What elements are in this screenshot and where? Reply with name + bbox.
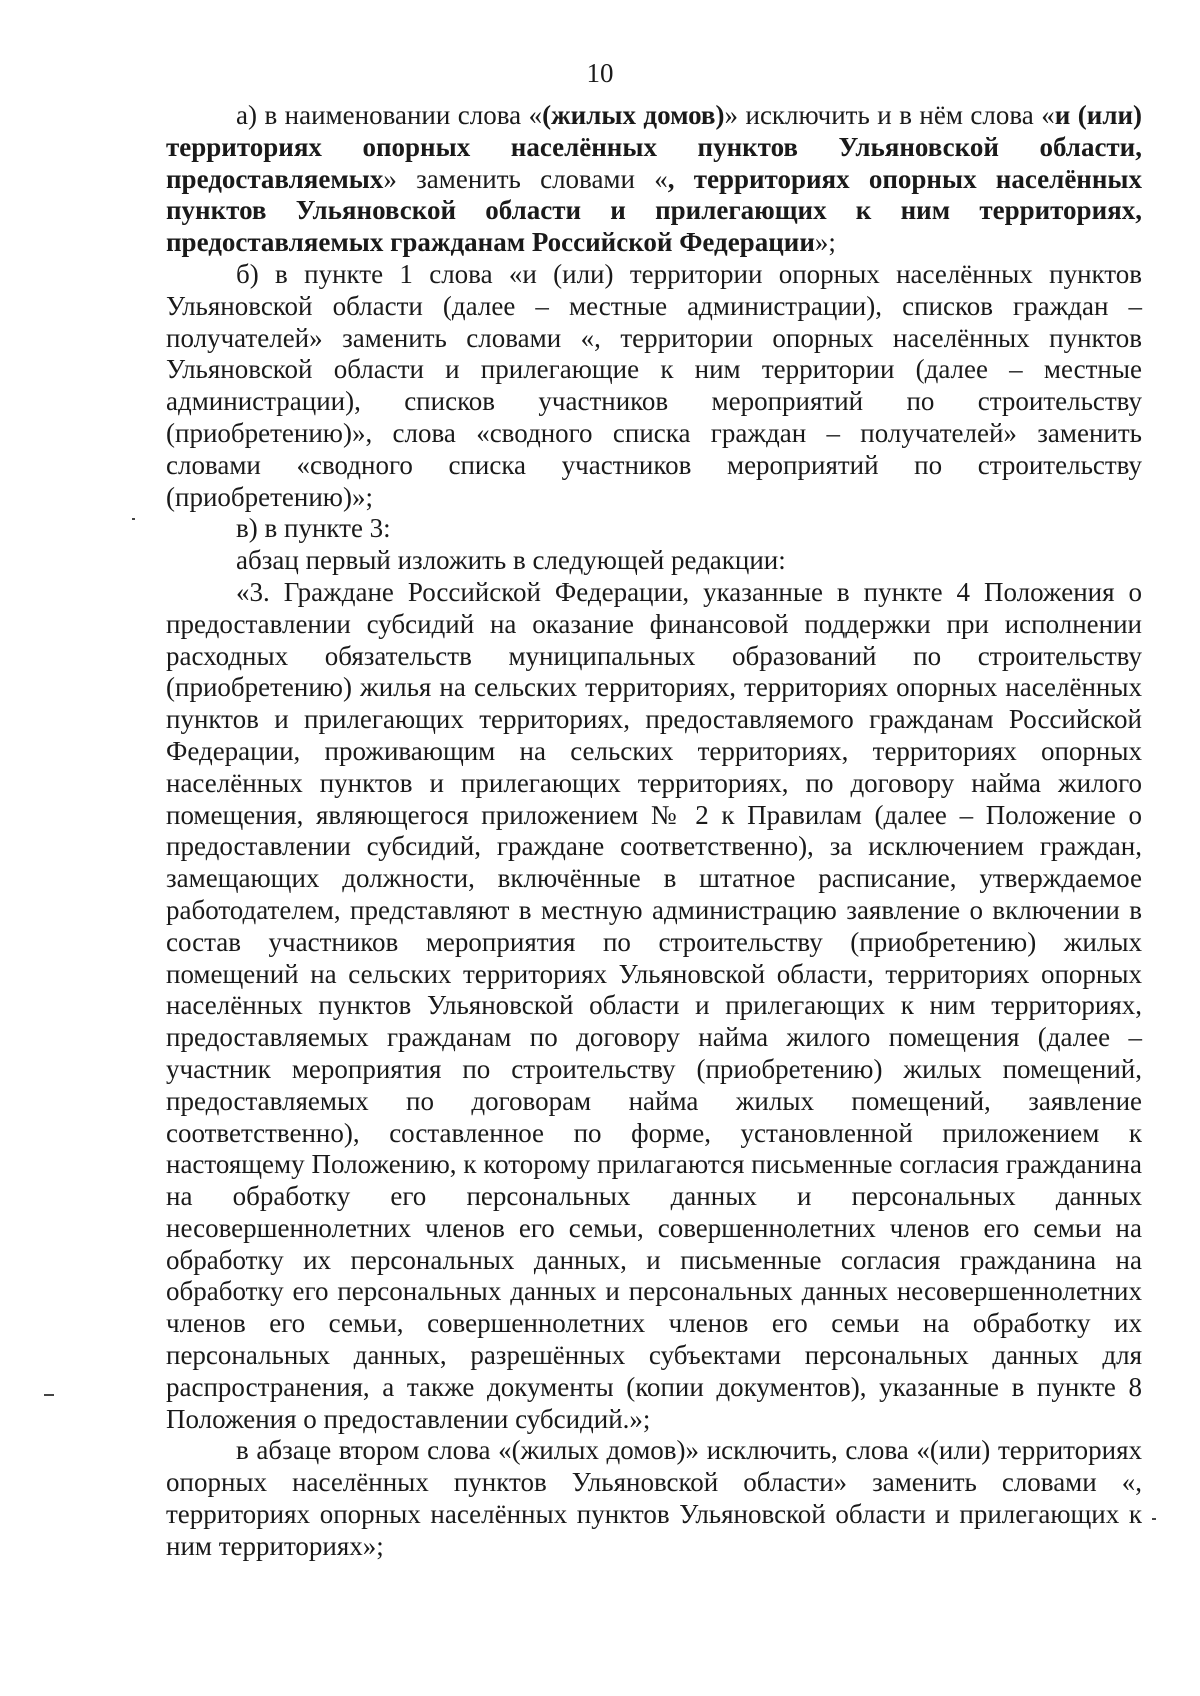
paragraph-v-quote: «3. Граждане Российской Федерации, указанные в пункте 4 Положения о предоставлении субсидий на оказание финансовой поддержки при исполнении расходных обязательств муниципальных образований по строительству (приобретению) жилья на сельских территориях, территориях опорных населённых пунктов и прилегающих территориях, предоставляемого гражданам Российской Федерации, проживающим на сельских территориях, территориях опорных населённых пунктов и прилегающих территориях, по договору найма жилого помещения, являющегося приложением № 2 к Правилам (далее – Положение о предоставлении субсидий, граждане соответственно), за исключением граждан, замещающих должности, включённые в штатное расписание, утверждаемое работодателем, представляют в местную администрацию заявление о включении в состав участников мероприятия по строительству (приобретению) жилых помещений на сельских территориях Ульяновской области, территориях опорных населённых пунктов Ульяновской области и прилегающих к ним территориях, предоставляемых гражданам по договору найма жилого помещения (далее – участник мероприятия по строительству (приобретению) жилых помещений, предоставляемых по договорам найма жилых помещений, заявление соответственно), составленное по форме, установленной приложением к настоящему Положению, к которому прилагаются письменные согласия гражданина на обработку его персональных данных и персональных данных несовершеннолетних членов его семьи, совершеннолетних членов его семьи на обработку их персональных данных, и письменные согласия гражданина на обработку его персональных данных и персональных данных несовершеннолетних членов его семьи, совершеннолетних членов его семьи на обработку их персональных данных, разрешённых субъектами персональных данных для распространения, а также документы (копии документов), указанные в пункте 8 Положения о предоставлении субсидий.»; xyxy=(166,576,1142,1434)
page-number: 10 xyxy=(586,58,614,88)
scan-mark xyxy=(1152,1518,1156,1520)
scan-mark xyxy=(132,518,135,520)
scan-mark xyxy=(44,1394,54,1396)
document-body xyxy=(166,100,1142,1563)
paragraph-a: а) в наименовании слова «(жилых домов)» исключить и в нём слова «и (или) территориях опорных населённых пунктов Ульяновской области, предоставляемых» заменить словами «, территориях опорных населённых пунктов Ульяновской области и прилегающих к ним территориях, предоставляемых гражданам Российской Федерации»; xyxy=(166,100,1143,258)
paragraph-b: б) в пункте 1 слова «и (или) территории опорных населённых пунктов Ульяновской области (далее – местные администрации), списков граждан – получателей» заменить словами «, территории опорных населённых пунктов Ульяновской области и прилегающие к ним территории (далее – местные администрации), списков участников мероприятий по строительству (приобретению)», слова «сводного списка граждан – получателей» заменить словами «сводного списка участников мероприятий по строительству (приобретению)»; xyxy=(166,258,1142,512)
paragraph-v-intro: абзац первый изложить в следующей редакции: xyxy=(236,545,786,576)
paragraph-v-second: в абзаце втором слова «(жилых домов)» исключить, слова «(или) территориях опорных населённых пунктов Ульяновской области» заменить словами «, территориях опорных населённых пунктов Ульяновской области и прилегающих к ним территориях»; xyxy=(166,1435,1142,1561)
paragraph-v: в) в пункте 3: xyxy=(236,513,391,544)
